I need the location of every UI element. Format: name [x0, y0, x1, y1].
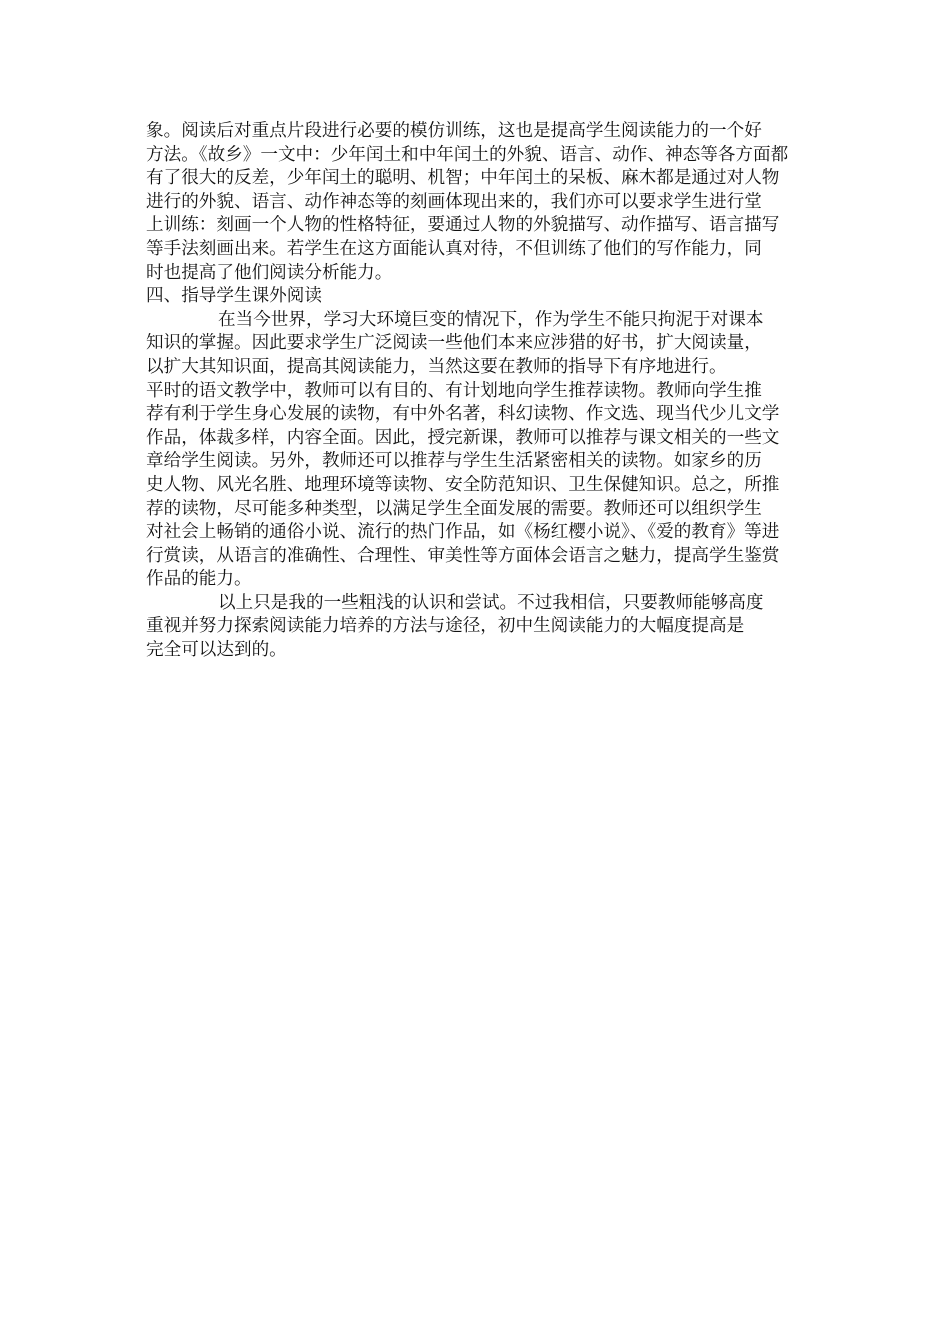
text-line: 荐有利于学生身心发展的读物，有中外名著，科幻读物、作文选、现当代少儿文学 — [146, 404, 780, 425]
text-line: 完全可以达到的。 — [146, 640, 287, 661]
text-line: 在当今世界，学习大环境巨变的情况下，作为学生不能只拘泥于对课本 — [218, 309, 764, 330]
text-line: 荐的读物，尽可能多种类型，以满足学生全面发展的需要。教师还可以组织学生 — [146, 498, 762, 519]
text-line: 象。阅读后对重点片段进行必要的模仿训练，这也是提高学生阅读能力的一个好 — [146, 121, 762, 141]
text-line: 对社会上畅销的通俗小说、流行的热门作品，如《杨红樱小说》、《爱的教育》等进 — [146, 522, 780, 543]
text-line: 重视并努力探索阅读能力培养的方法与途径，初中生阅读能力的大幅度提高是 — [146, 616, 745, 637]
text-line: 上训练：刻画一个人物的性格特征，要通过人物的外貌描写、动作描写、语言描写 — [146, 215, 780, 236]
text-line: 作品，体裁多样，内容全面。因此，授完新课，教师可以推荐与课文相关的一些文 — [146, 427, 780, 448]
text-line: 以扩大其知识面，提高其阅读能力，当然这要在教师的指导下有序地进行。 — [146, 356, 727, 377]
section-heading: 四、指导学生课外阅读 — [146, 286, 322, 307]
text-line: 章给学生阅读。另外，教师还可以推荐与学生生活紧密相关的读物。如家乡的历 — [146, 451, 762, 472]
text-line: 作品的能力。 — [146, 569, 252, 590]
text-line: 以上只是我的一些粗浅的认识和尝试。不过我相信，只要教师能够高度 — [218, 592, 764, 613]
text-line: 行赏读，从语言的准确性、合理性、审美性等方面体会语言之魅力，提高学生鉴赏 — [146, 545, 780, 566]
text-line: 知识的掌握。因此要求学生广泛阅读一些他们本来应涉猎的好书，扩大阅读量， — [146, 333, 762, 354]
text-line: 方法。《故乡》一文中：少年闰土和中年闰土的外貌、语言、动作、神态等各方面都 — [146, 144, 789, 165]
body-text — [146, 120, 806, 663]
text-line: 时也提高了他们阅读分析能力。 — [146, 262, 393, 283]
text-line: 等手法刻画出来。若学生在这方面能认真对待，不但训练了他们的写作能力，同 — [146, 238, 762, 259]
text-line: 有了很大的反差，少年闰土的聪明、机智；中年闰土的呆板、麻木都是通过对人物 — [146, 168, 780, 189]
text-line: 平时的语文教学中，教师可以有目的、有计划地向学生推荐读物。教师向学生推 — [146, 380, 762, 401]
text-line: 进行的外貌、语言、动作神态等的刻画体现出来的，我们亦可以要求学生进行堂 — [146, 191, 762, 212]
text-line: 史人物、风光名胜、地理环境等读物、安全防范知识、卫生保健知识。总之，所推 — [146, 474, 780, 495]
